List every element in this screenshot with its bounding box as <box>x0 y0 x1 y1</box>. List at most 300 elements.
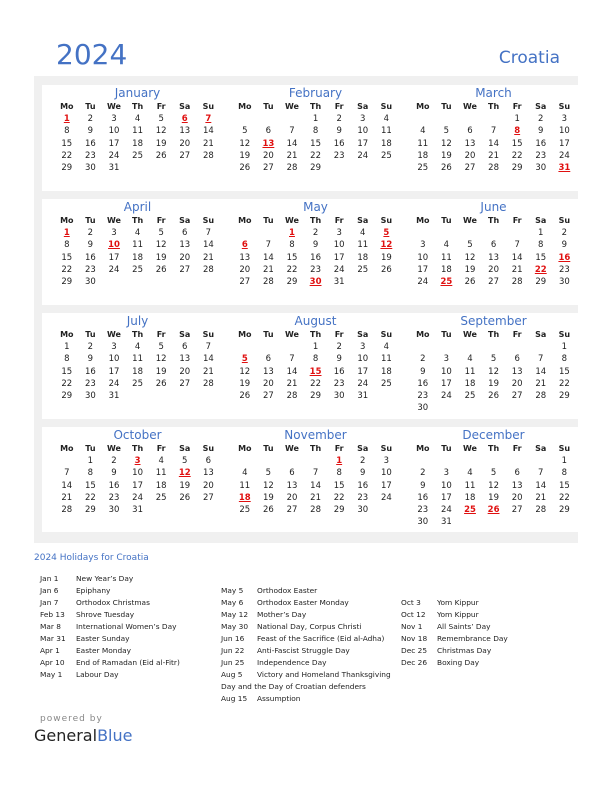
day-cell: 19 <box>155 138 167 149</box>
day-cell: 4 <box>242 468 248 479</box>
holiday-item <box>401 609 508 621</box>
day-cell: 2 <box>87 228 94 239</box>
weekday-header: Su <box>202 444 215 453</box>
day-cell: 4 <box>134 228 141 239</box>
day-cell: 21 <box>286 150 298 161</box>
day-cell: 30 <box>357 504 369 515</box>
day-cell: 13 <box>179 126 191 137</box>
month-name: September <box>460 314 527 328</box>
day-cell: 7 <box>312 468 319 479</box>
day-cell: 14 <box>262 252 274 263</box>
month-days-grid <box>411 443 589 528</box>
weekday-header: Tu <box>263 102 274 111</box>
day-cell: 23 <box>108 492 120 503</box>
day-cell: 8 <box>289 240 295 251</box>
month-december <box>398 427 589 532</box>
holiday-name: Labour Day <box>76 670 119 679</box>
day-cell: 8 <box>64 240 70 251</box>
holiday-item <box>40 669 180 681</box>
day-cell: 27 <box>262 162 274 173</box>
empty-cell <box>280 341 304 353</box>
month-days-grid <box>55 329 233 402</box>
holiday-date: Feb 13 <box>40 610 65 619</box>
day-cell: 21 <box>488 150 499 161</box>
day-cell: 15 <box>535 252 547 263</box>
holiday-name: Day and the Day of Croatian defenders <box>221 682 366 691</box>
month-days-grid <box>55 101 233 174</box>
empty-cell <box>482 455 506 467</box>
day-cell: 17 <box>108 252 120 263</box>
weekday-header: Su <box>202 216 215 225</box>
day-cell: 19 <box>488 378 499 389</box>
day-cell: 1 <box>312 114 319 125</box>
holiday-date: Nov 18 <box>401 634 428 643</box>
holiday-item <box>221 621 391 633</box>
day-cell: 10 <box>333 240 345 251</box>
weekday-header: Tu <box>441 444 452 453</box>
day-cell: 25 <box>132 264 143 275</box>
day-cell: 19 <box>262 492 274 503</box>
day-cell: 27 <box>511 504 523 515</box>
weekday-header: Fr <box>156 444 166 453</box>
weekday-header: Tu <box>263 330 274 339</box>
holiday-item <box>401 597 508 609</box>
day-cell: 26 <box>239 162 251 173</box>
holiday-day-cell: 25 <box>464 504 476 515</box>
day-cell: 26 <box>440 162 452 173</box>
day-cell: 7 <box>289 354 295 365</box>
day-cell: 24 <box>440 504 452 515</box>
holiday-day-cell: 1 <box>289 228 295 239</box>
empty-cell <box>411 113 435 125</box>
day-cell: 18 <box>132 138 143 149</box>
weekday-header: Th <box>488 102 500 111</box>
holiday-item <box>221 585 391 597</box>
day-cell: 28 <box>488 162 499 173</box>
month-name: August <box>294 314 337 328</box>
day-cell: 16 <box>417 378 429 389</box>
day-cell: 15 <box>558 480 570 491</box>
day-cell: 17 <box>440 378 452 389</box>
day-cell: 18 <box>132 252 143 263</box>
day-cell: 16 <box>310 252 321 263</box>
holiday-date: Mar 8 <box>40 622 61 631</box>
day-cell: 27 <box>179 264 191 275</box>
weekday-header: Tu <box>441 216 452 225</box>
weekday-header: Sa <box>357 330 369 339</box>
holiday-name: Orthodox Easter <box>257 586 318 595</box>
day-cell: 28 <box>310 504 321 515</box>
holiday-day-cell: 26 <box>487 504 500 515</box>
day-cell: 10 <box>558 126 570 137</box>
holiday-day-cell: 10 <box>108 240 120 251</box>
day-cell: 24 <box>333 264 345 275</box>
weekday-header: Fr <box>334 330 344 339</box>
day-cell: 12 <box>155 354 167 365</box>
weekday-header: We <box>463 330 477 339</box>
day-cell: 23 <box>417 504 429 515</box>
day-cell: 27 <box>239 276 251 287</box>
weekday-header: Fr <box>512 102 522 111</box>
holiday-item <box>40 609 180 621</box>
holiday-name: Anti-Fascist Struggle Day <box>257 646 350 655</box>
holiday-day-cell: 3 <box>134 456 141 467</box>
weekday-header: Th <box>488 216 500 225</box>
day-cell: 10 <box>108 354 120 365</box>
day-cell: 19 <box>440 150 452 161</box>
weekday-header: Sa <box>357 444 369 453</box>
day-cell: 11 <box>132 240 143 251</box>
day-cell: 20 <box>179 252 191 263</box>
holiday-day-cell: 18 <box>238 492 251 503</box>
holiday-day-cell: 5 <box>241 354 248 365</box>
day-cell: 20 <box>488 264 499 275</box>
month-name: June <box>480 200 507 214</box>
weekday-header: Mo <box>416 216 430 225</box>
day-cell: 16 <box>333 366 345 377</box>
weekday-header: We <box>107 216 121 225</box>
month-days-grid <box>233 215 411 288</box>
day-cell: 4 <box>383 342 390 353</box>
day-cell: 27 <box>262 390 274 401</box>
day-cell: 20 <box>286 492 298 503</box>
weekday-header: Mo <box>60 102 74 111</box>
day-cell: 23 <box>558 264 570 275</box>
day-cell: 18 <box>132 366 143 377</box>
empty-cell <box>458 113 482 125</box>
day-cell: 11 <box>155 468 167 479</box>
holiday-item <box>221 597 391 609</box>
day-cell: 26 <box>155 150 167 161</box>
weekday-header: Fr <box>512 330 522 339</box>
day-cell: 13 <box>239 252 251 263</box>
day-cell: 15 <box>286 252 298 263</box>
empty-cell <box>233 341 257 353</box>
day-cell: 23 <box>535 150 547 161</box>
day-cell: 9 <box>561 240 568 251</box>
day-cell: 14 <box>488 138 499 149</box>
weekday-header: Th <box>488 444 500 453</box>
weekday-header: Th <box>132 216 144 225</box>
holiday-item <box>40 645 180 657</box>
holiday-date: May 1 <box>40 670 63 679</box>
day-cell: 6 <box>265 354 272 365</box>
day-cell: 16 <box>84 252 96 263</box>
day-cell: 21 <box>535 378 547 389</box>
month-january <box>42 85 233 191</box>
holiday-day-cell: 5 <box>383 228 390 239</box>
holiday-date: Jun 25 <box>221 658 245 667</box>
month-august <box>220 313 411 419</box>
day-cell: 29 <box>333 504 345 515</box>
month-name: April <box>123 200 152 214</box>
holiday-item <box>401 645 508 657</box>
day-cell: 24 <box>132 492 143 503</box>
day-cell: 3 <box>336 228 342 239</box>
day-cell: 2 <box>538 114 544 125</box>
day-cell: 22 <box>61 378 73 389</box>
holiday-date: Apr 1 <box>40 646 60 655</box>
weekday-header: Th <box>310 102 322 111</box>
day-cell: 16 <box>357 480 369 491</box>
day-cell: 9 <box>87 126 94 137</box>
day-cell: 24 <box>357 378 369 389</box>
day-cell: 19 <box>380 252 392 263</box>
day-cell: 5 <box>158 114 164 125</box>
empty-cell <box>482 113 506 125</box>
month-october <box>42 427 233 532</box>
day-cell: 19 <box>239 378 251 389</box>
holiday-item <box>401 657 508 669</box>
day-cell: 2 <box>87 114 94 125</box>
day-cell: 20 <box>179 366 191 377</box>
holiday-item <box>40 585 180 597</box>
holiday-name: Independence Day <box>257 658 327 667</box>
month-name: January <box>114 86 161 100</box>
empty-cell <box>458 341 482 353</box>
day-cell: 10 <box>357 126 369 137</box>
day-cell: 8 <box>561 468 568 479</box>
day-cell: 10 <box>108 126 120 137</box>
day-cell: 2 <box>561 228 568 239</box>
day-cell: 21 <box>310 492 321 503</box>
day-cell: 26 <box>262 504 274 515</box>
day-cell: 18 <box>380 138 392 149</box>
holiday-name: Orthodox Easter Monday <box>257 598 349 607</box>
holiday-date: Mar 31 <box>40 634 66 643</box>
day-cell: 9 <box>312 240 319 251</box>
day-cell: 7 <box>289 126 295 137</box>
holiday-day-cell: 13 <box>262 138 275 149</box>
empty-cell <box>529 341 553 353</box>
day-cell: 1 <box>561 456 568 467</box>
day-cell: 9 <box>420 366 426 377</box>
day-cell: 29 <box>558 390 570 401</box>
day-cell: 18 <box>417 150 429 161</box>
day-cell: 12 <box>488 366 499 377</box>
empty-cell <box>280 113 304 125</box>
brand-general: General <box>34 726 98 745</box>
day-cell: 31 <box>108 390 120 401</box>
day-cell: 13 <box>511 480 523 491</box>
day-cell: 20 <box>179 138 191 149</box>
empty-cell <box>505 227 529 239</box>
generalblue-logo[interactable] <box>34 726 132 745</box>
weekday-header: Th <box>488 330 500 339</box>
day-cell: 9 <box>538 126 544 137</box>
day-cell: 15 <box>61 252 73 263</box>
weekday-header: Tu <box>85 330 96 339</box>
day-cell: 26 <box>155 378 167 389</box>
day-cell: 4 <box>467 354 473 365</box>
weekday-header: Th <box>310 330 322 339</box>
day-cell: 31 <box>357 390 369 401</box>
day-cell: 18 <box>464 378 476 389</box>
day-cell: 17 <box>108 366 120 377</box>
day-cell: 12 <box>155 240 167 251</box>
weekday-header: Mo <box>60 330 74 339</box>
holiday-name: Boxing Day <box>437 658 480 667</box>
day-cell: 27 <box>488 276 499 287</box>
day-cell: 7 <box>538 354 544 365</box>
weekday-header: Tu <box>441 102 452 111</box>
day-cell: 2 <box>360 456 366 467</box>
day-cell: 1 <box>561 342 568 353</box>
holiday-date: Oct 3 <box>401 598 421 607</box>
holidays-column <box>40 573 180 681</box>
empty-cell <box>233 113 257 125</box>
day-cell: 4 <box>134 114 141 125</box>
day-cell: 25 <box>417 162 429 173</box>
day-cell: 12 <box>239 138 251 149</box>
day-cell: 7 <box>514 240 520 251</box>
weekday-header: Su <box>558 216 571 225</box>
day-cell: 29 <box>535 276 547 287</box>
day-cell: 1 <box>312 342 319 353</box>
weekday-header: Tu <box>85 444 96 453</box>
day-cell: 15 <box>84 480 96 491</box>
weekday-header: Mo <box>60 444 74 453</box>
day-cell: 25 <box>464 390 476 401</box>
day-cell: 27 <box>286 504 298 515</box>
holiday-item <box>221 633 391 645</box>
empty-cell <box>529 455 553 467</box>
day-cell: 24 <box>440 390 452 401</box>
day-cell: 17 <box>108 138 120 149</box>
empty-cell <box>505 455 529 467</box>
day-cell: 4 <box>467 468 473 479</box>
day-cell: 8 <box>64 126 70 137</box>
month-days-grid <box>233 329 411 402</box>
holiday-name: Christmas Day <box>437 646 492 655</box>
holiday-day-cell: 30 <box>309 276 322 287</box>
holiday-name: Epiphany <box>76 586 111 595</box>
empty-cell <box>304 455 328 467</box>
holiday-date: May 12 <box>221 610 249 619</box>
day-cell: 25 <box>239 504 251 515</box>
day-cell: 5 <box>490 354 497 365</box>
holiday-item <box>221 681 391 693</box>
day-cell: 14 <box>286 138 298 149</box>
holiday-name: Feast of the Sacrifice (Eid al-Adha) <box>257 634 385 643</box>
day-cell: 31 <box>440 517 452 528</box>
weekday-header: Sa <box>357 102 369 111</box>
day-cell: 4 <box>383 114 390 125</box>
holiday-item <box>401 621 508 633</box>
day-cell: 8 <box>64 354 70 365</box>
day-cell: 3 <box>443 468 450 479</box>
day-cell: 29 <box>84 504 96 515</box>
holiday-day-cell: 12 <box>380 240 393 251</box>
day-cell: 6 <box>265 126 272 137</box>
day-cell: 3 <box>111 342 117 353</box>
day-cell: 23 <box>84 264 96 275</box>
day-cell: 15 <box>310 138 321 149</box>
weekday-header: Sa <box>179 330 191 339</box>
weekday-header: Fr <box>334 216 344 225</box>
day-cell: 21 <box>202 252 214 263</box>
day-cell: 22 <box>333 492 345 503</box>
day-cell: 17 <box>333 252 345 263</box>
day-cell: 22 <box>61 150 73 161</box>
day-cell: 11 <box>132 126 143 137</box>
day-cell: 29 <box>61 276 73 287</box>
day-cell: 4 <box>420 126 426 137</box>
day-cell: 10 <box>440 480 452 491</box>
weekday-header: Su <box>558 444 571 453</box>
weekday-header: We <box>107 102 121 111</box>
weekday-header: Mo <box>416 102 430 111</box>
day-cell: 13 <box>464 138 476 149</box>
day-cell: 29 <box>286 276 298 287</box>
day-cell: 30 <box>84 276 96 287</box>
day-cell: 13 <box>179 354 191 365</box>
holiday-name: Mother’s Day <box>257 610 307 619</box>
day-cell: 29 <box>558 504 570 515</box>
holiday-date: Dec 26 <box>401 658 428 667</box>
weekday-header: Sa <box>357 216 369 225</box>
day-cell: 12 <box>262 480 274 491</box>
holiday-name: End of Ramadan (Eid al-Fitr) <box>76 658 180 667</box>
day-cell: 12 <box>440 138 452 149</box>
day-cell: 4 <box>134 342 141 353</box>
day-cell: 28 <box>511 276 523 287</box>
holiday-day-cell: 22 <box>534 264 547 275</box>
holiday-day-cell: 16 <box>558 252 571 263</box>
holiday-item <box>221 669 391 681</box>
day-cell: 20 <box>511 492 523 503</box>
day-cell: 6 <box>490 240 497 251</box>
day-cell: 13 <box>262 366 274 377</box>
day-cell: 6 <box>182 342 188 353</box>
day-cell: 13 <box>179 240 191 251</box>
empty-cell <box>411 341 435 353</box>
weekday-header: Mo <box>416 444 430 453</box>
weekday-header: Fr <box>156 216 166 225</box>
holiday-date: Dec 25 <box>401 646 428 655</box>
weekday-header: We <box>463 102 477 111</box>
day-cell: 8 <box>336 468 342 479</box>
month-september <box>398 313 589 419</box>
empty-cell <box>257 227 281 239</box>
day-cell: 25 <box>380 378 392 389</box>
day-cell: 29 <box>310 390 321 401</box>
day-cell: 30 <box>108 504 120 515</box>
holiday-date: Jan 1 <box>40 574 59 583</box>
day-cell: 11 <box>440 252 452 263</box>
empty-cell <box>458 227 482 239</box>
holiday-name: New Year’s Day <box>76 574 134 583</box>
day-cell: 5 <box>443 126 450 137</box>
day-cell: 28 <box>286 162 298 173</box>
holiday-date: Aug 15 <box>221 694 248 703</box>
holiday-date: Oct 12 <box>401 610 426 619</box>
day-cell: 24 <box>357 150 369 161</box>
day-cell: 28 <box>262 276 274 287</box>
day-cell: 6 <box>514 354 520 365</box>
month-name: July <box>126 314 149 328</box>
holiday-day-cell: 1 <box>63 114 70 125</box>
holiday-date: Jan 7 <box>40 598 59 607</box>
month-june <box>398 199 589 305</box>
weekday-header: Th <box>132 330 144 339</box>
day-cell: 26 <box>155 264 167 275</box>
day-cell: 23 <box>333 378 345 389</box>
day-cell: 22 <box>310 150 321 161</box>
weekday-header: Mo <box>60 216 74 225</box>
day-cell: 25 <box>132 378 143 389</box>
holiday-date: May 6 <box>221 598 244 607</box>
